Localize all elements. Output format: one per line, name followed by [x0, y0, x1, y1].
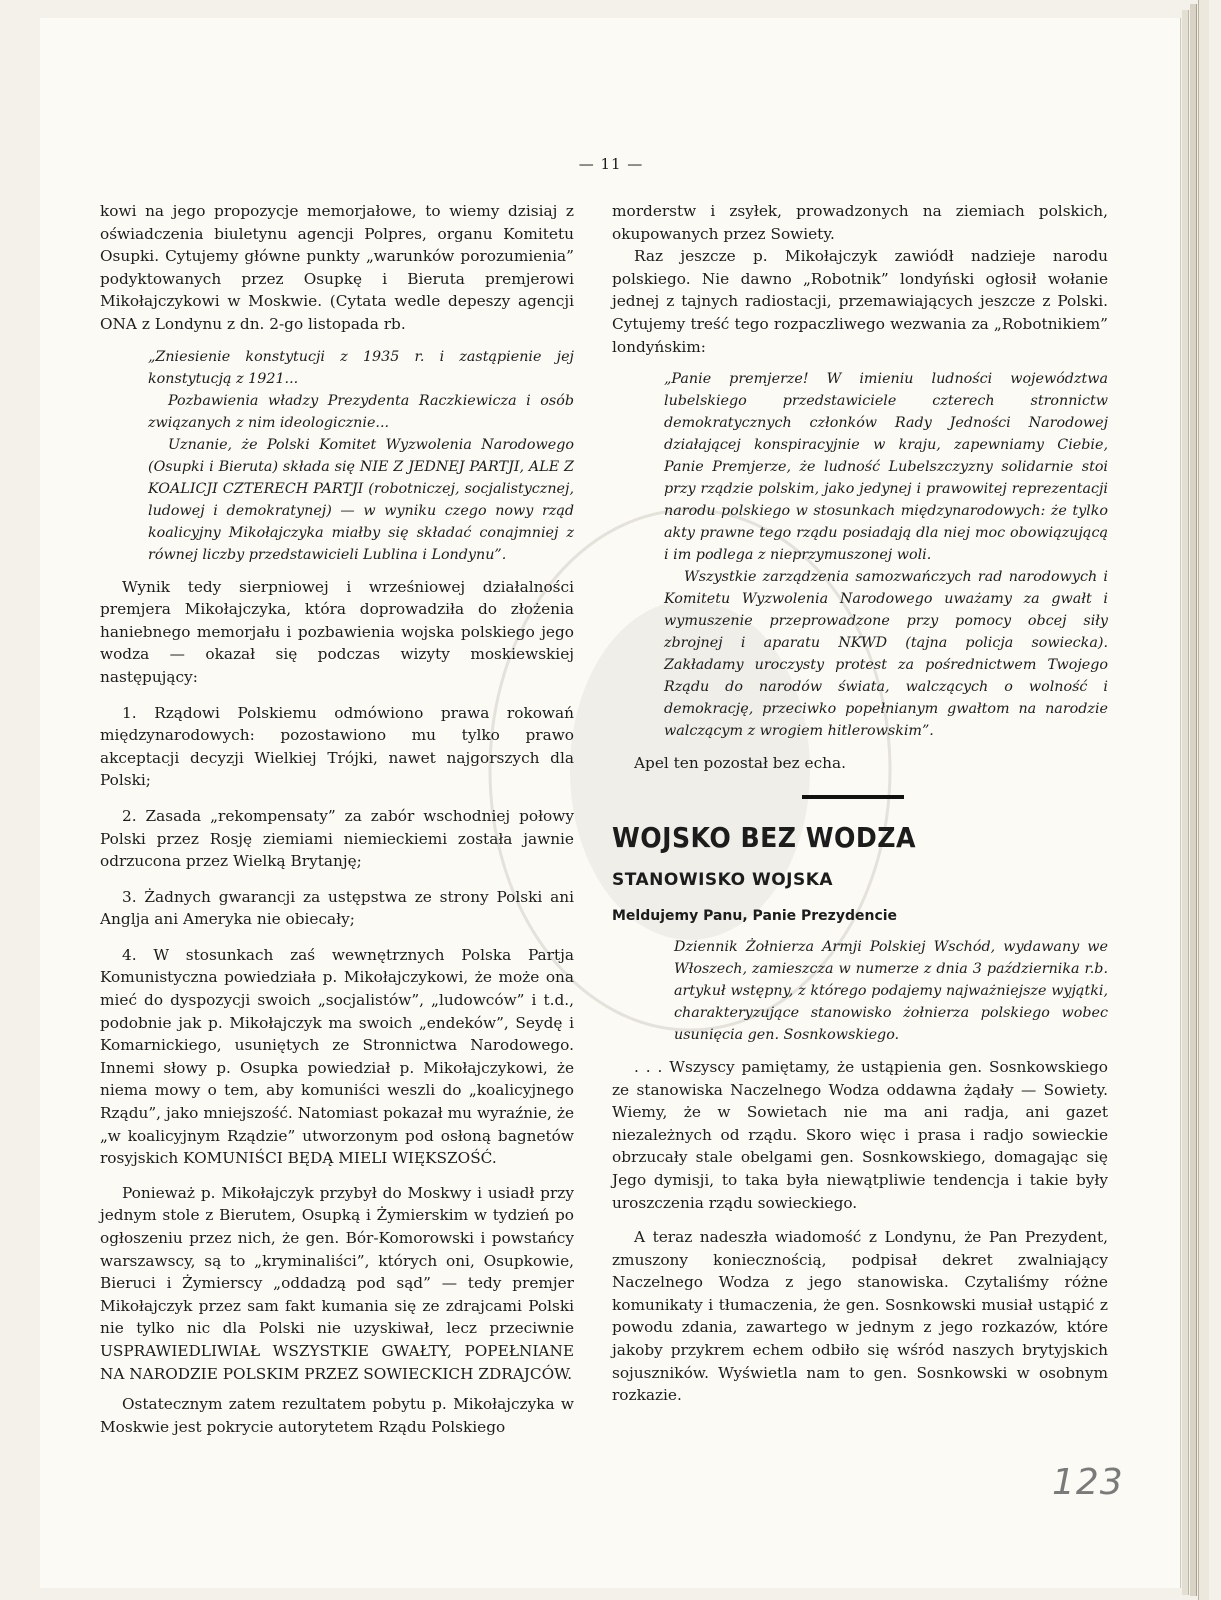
paragraph: kowi na jego propozycje memorjałowe, to wiemy dzisiaj z oświadczenia biuletynu agencji Polpres, organu Komitetu Osupki. Cytujemy główne punkty „warunków porozumienia” podyktowanych przez Osupkę i Bieruta premjerowi Mikołajczykowi w Moskwie. (Cytata wedle depeszy agencji ONA z Londynu z dn. 2-go listopada rb.: [100, 202, 574, 333]
list-item: 2. Zasada „rekompensaty” za zabór wschodniej połowy Polski przez Rosję ziemiami niemieckiemi została jawnie odrzucona przez Wielką Brytanję;: [100, 806, 574, 871]
paragraph: morderstw i zsyłek, prowadzonych na ziemiach polskich, okupowanych przez Sowiety.: [612, 202, 1108, 243]
page-edge: [1190, 4, 1197, 1596]
handwritten-page-number: 123: [1052, 1462, 1124, 1503]
block-quote: [100, 346, 574, 566]
intro-paragraph: Dziennik Żołnierza Armji Polskiej Wschód, wydawany we Włoszech, zamieszcza w numerze z dnia 3 października r.b. artykuł wstępny, z którego podajemy najważniejsze wyjątki, charakteryzujące stanowisko żołnierza polskiego wobec usunięcia gen. Sosnkowskiego.: [674, 938, 1108, 1043]
paragraph: Ponieważ p. Mikołajczyk przybył do Moskwy i usiadł przy jednym stole z Bierutem, Osupką i Żymierskim w tydzień po ogłoszeniu przez nich, że gen. Bór-Komorowski i powstańcy warszawscy, są to „kryminaliści”, których oni, Osupkowie, Bieruci i Żymierscy „oddadzą pod sąd” — tedy premjer Mikołajczyk przez sam fakt kumania się ze zdrajcami Polski nie tylko nic dla Polski nie uzyskiwał, lecz przeciwnie USPRAWIEDLIWIAŁ WSZYSTKIE GWAŁTY, POPEŁNIANE NA NARODZIE POLSKIM PRZEZ SOWIECKICH ZDRAJCÓW.: [100, 1183, 574, 1383]
quote-paragraph: „Panie premjerze! W imieniu ludności województwa lubelskiego przedstawiciele czterech stronnictw demokratycznych członków Rady Jedności Narodowej działającej konspiracyjnie w kraju, zapewniamy Ciebie, Panie Premjerze, że ludność Lubelszczyzny solidarnie stoi przy rządzie polskim, jako jedynej i prawowitej reprezentacji narodu polskiego w stosunkach międzynarodowych: że tylko akty prawne tego rządu posiadają dla niej moc obowiązującą i im podlega z nieprzymuszonej woli.: [664, 371, 1108, 564]
block-quote: [612, 368, 1108, 742]
page-edge: [1198, 0, 1209, 1600]
intro-note: [612, 936, 1108, 1046]
section-heading: WOJSKO BEZ WODZA: [612, 820, 916, 854]
quote-paragraph: Pozbawienia władzy Prezydenta Raczkiewicza i osób związanych z nim ideologicznie...: [148, 392, 574, 431]
section-divider: [802, 795, 904, 799]
quote-paragraph: Wszystkie zarządzenia samozwańczych rad narodowych i Komitetu Wyzwolenia Narodowego uważamy za gwałt i wymuszenie przeprowadzone przy pomocy obcej siły zbrojnej i aparatu NKWD (tajna policja sowiecka). Zakładamy uroczysty protest za pośrednictwem Twojego Rządu do narodów świata, walczących o wolność i demokrację, przeciwko popełnianym gwałtom na narodzie walczącym z wrogiem hitlerowskim”.: [664, 569, 1108, 740]
quote-paragraph: „Zniesienie konstytucji z 1935 r. i zastąpienie jej konstytucją z 1921...: [148, 348, 574, 387]
paragraph: Apel ten pozostał bez echa.: [634, 754, 846, 773]
paragraph: A teraz nadeszła wiadomość z Londynu, że Pan Prezydent, zmuszony koniecznością, podpisał dekret zwalniający Naczelnego Wodza z jego stanowiska. Czytaliśmy różne komunikaty i tłumaczenia, że gen. Sosnkowski musiał ustąpić z powodu zdania, zawartego w jednym z jego rozkazów, które jakoby przykrem echem odbiło się wśród naszych brytyjskich sojuszników. Wyświetla nam to gen. Sosnkowski w osobnym rozkazie.: [612, 1228, 1108, 1405]
paragraph: Wynik tedy sierpniowej i wrześniowej działalności premjera Mikołajczyka, która doprowadziła do złożenia haniebnego memorjału i pozbawienia wojska polskiego jego wodza — okazał się podczas wizyty moskiewskiej następujący:: [100, 577, 574, 686]
list-item: 4. W stosunkach zaś wewnętrznych Polska Partja Komunistyczna powiedziała p. Mikołajczykowi, że może ona mieć do dyspozycji swoich „socjalistów”, „ludowców” i t.d., podobnie jak p. Mikołajczyk ma swoich „endeków”, Seydę i Komarnickiego, usuniętych ze Stronnictwa Narodowego. Innemi słowy p. Osupka powiedział p. Mikołajczykowi, że niema mowy o tem, aby komuniści weszli do „koalicyjnego Rządu”, jako mniejszość. Natomiast pokazał mu wyraźnie, że „w koalicyjnym Rządzie” utworzonym pod osłoną bagnetów rosyjskich KOMUNIŚCI BĘDĄ MIELI WIĘKSZOŚĆ.: [100, 945, 574, 1168]
paragraph: Raz jeszcze p. Mikołajczyk zawiódł nadzieje narodu polskiego. Nie dawno „Robotnik” londyński ogłosił wołanie jednej z tajnych radiostacji, przemawiających jeszcze z Polski. Cytujemy treść tego rozpaczliwego wezwania za „Robotnikiem” londyńskim:: [612, 247, 1108, 356]
page-edge: [1182, 10, 1189, 1595]
left-column: [100, 200, 574, 1438]
right-column: [612, 200, 1108, 1407]
article-title: Meldujemy Panu, Panie Prezydencie: [612, 908, 898, 925]
quote-paragraph: Uznanie, że Polski Komitet Wyzwolenia Narodowego (Osupki i Bieruta) składa się NIE Z JEDNEJ PARTJI, ALE Z KOALICJI CZTERECH PARTJI (robotniczej, socjalistycznej, ludowej i demokratynej) — w wyniku czego nowy rząd koalicyjny Mikołajczyka miałby się składać conajmniej z równej liczby przedstawicieli Lublina i Londynu”.: [148, 436, 574, 563]
section-subheading: STANOWISKO WOJSKA: [612, 869, 834, 890]
paragraph: Ostatecznym zatem rezultatem pobytu p. Mikołajczyka w Moskwie jest pokrycie autorytetem Rządu Polskiego: [100, 1395, 574, 1436]
paragraph: . . . Wszyscy pamiętamy, że ustąpienia gen. Sosnkowskiego ze stanowiska Naczelnego Wodza oddawna żądały — Sowiety. Wiemy, że w Sowietach nie ma ani radja, ani gazet niezależnych od rządu. Skoro więc i prasa i radjo sowieckie obrzucały stale obelgami gen. Sosnkowskiego, domagając się Jego dymisji, to taka była niewątpliwie tendencja i takie były uroszczenia rządu sowieckiego.: [612, 1057, 1108, 1212]
list-item: 1. Rządowi Polskiemu odmówiono prawa rokowań międzynarodowych: pozostawiono mu tylko prawo akceptacji decyzji Wielkiej Trójki, nawet najgorszych dla Polski;: [100, 703, 574, 790]
page-number: — 11 —: [578, 155, 644, 173]
list-item: 3. Żadnych gwarancji za ustępstwa ze strony Polski ani Anglja ani Ameryka nie obiecały;: [100, 887, 574, 929]
